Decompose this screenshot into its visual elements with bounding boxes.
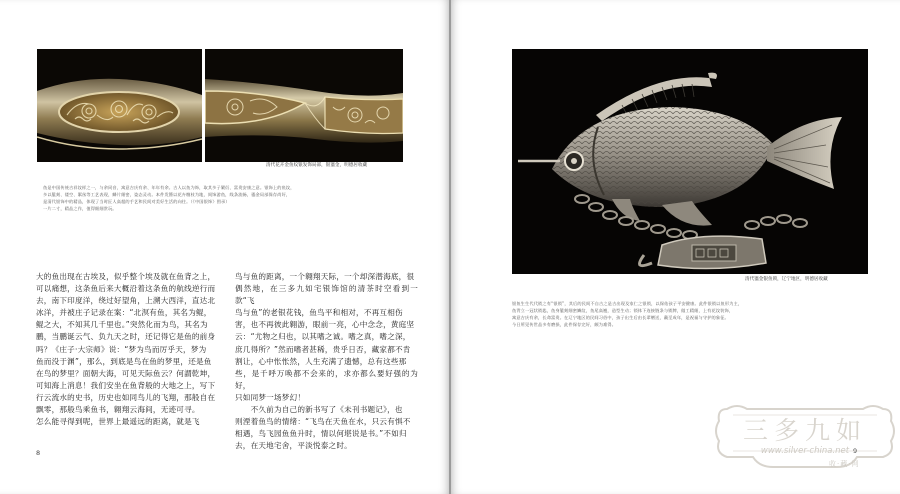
body-line: 害，也不再彼此翱游，眼前一亮，心中念念，黄庭坚 [235,320,415,330]
watermark-title: 三多九如 [742,416,867,445]
body-line: 去，在天地宅舍，平淡悦泰之时。 [235,441,352,451]
body-line: 在鸟的梦里？面朝大海，可见天际鱼云？何謂乾坤， [36,368,216,378]
left-page [0,0,449,494]
site-watermark [713,401,897,483]
body-line: 鱼而没于渊”，那么，到底是鸟在鱼的梦里，还是鱼 [36,356,212,366]
body-line: 去，南下印度洋，绕过好望角，上溯大西洋，直达北 [36,296,216,306]
body-line: 相遇，鸟飞园鱼鱼升时，情以何堪说是书。”不如归 [235,429,407,439]
body-line: 鲲之大，不知其几千里也。”突然化而为鸟，其名为 [36,320,208,330]
body-line: 鸟与鱼的距离，一个翱翔天际，一个却深潜海底，很 [235,272,415,281]
watermark-subtitle: 收·藏·网 [829,460,860,468]
page-number-left: 8 [36,449,41,457]
body-line: 行云流水的史书，历史也如同鸟儿的飞翔，那般自在 [36,392,216,402]
intro-line: 多以錾刻、镂空、累丝等工艺表现，鳞片细密，姿态灵动。本件发簪以花卉缠枝为地，间饰游鱼，线条流畅，鎏金局部保存尚好， [43,192,291,198]
photo-caption: 清代花卉金鱼纹银发饰局部，银鎏金，明德居收藏 [266,163,368,168]
body-column-2 [235,271,418,452]
description-line: 寓意吉庆有余，长命富贵。在辽宁地区的民间习俗中，孩子出生后由长辈赠送，戴至成年，是祝福与守护的象征。 [512,315,729,321]
body-line: 可以痛想，这条鱼后来大概沿着这条鱼的航线逆行而 [36,284,216,294]
body-line: 鸟与鱼”的老银花钱，鱼鸟平和相对，不再互相伤 [235,308,403,318]
hairpin-photo-left [37,49,202,162]
body-line: 则湮着鱼鸟的情绪：“飞鸟在天鱼在水，只云有惧不 [235,417,411,427]
body-line: 冰洋，并被庄子记录在案：“北溟有鱼，其名为鲲， [36,308,212,318]
body-line: 鹏，当鹏诞云气、负九天之时，还记得它是鱼的前身 [36,332,216,342]
intro-line: 一片二寸，精品之作，值得细细赏玩。 [43,206,117,212]
watermark-url: www.silver-china.net [760,446,850,456]
body-column-1 [36,271,219,428]
page-number-right: 9 [853,447,858,455]
body-line: 只如同梦一场梦幻！ [235,392,306,402]
silver-fish-lock-photo [512,49,868,274]
description-paragraph [512,300,872,328]
photo-caption: 清代鎏金银鱼锁，辽宁地区，明德居收藏 [745,277,828,282]
body-line: 不久前为自己的新书写了《未刊书题记》，也 [235,405,403,415]
body-line: 偶然地，在三多九如宅银饰馆的清茶时空看到一款“飞 [235,284,418,306]
intro-line: 是清代银饰中的精品，体现了当时匠人高超的手艺和民间对美好生活的向往。（《中国银饰》图录） [43,199,230,205]
body-line: 庶几得所？”然而嗜者甚稀，贵乎日否，藏家都不肯 [235,344,411,354]
body-line: 割让，心中怅怅然，人生充满了遗憾，总有这些那 [235,356,407,366]
intro-paragraph [43,184,433,212]
body-line: 云：“尤物之归也，以其嗜之诚。嗜之真，嗜之深， [235,332,411,342]
body-line: 大的鱼出现在古埃及，似乎整个埃及就在鱼背之上， [36,272,216,281]
body-line: 怎么能寻得到呢，世界上最遥远的距离，就是飞 [36,417,200,427]
description-line: 银鱼生生代代锁之有“银锁”，其后的民间不自古之是古出现及家仁之银锁，以保佑孩子平安健康。此件银锁以鱼形为主， [512,301,743,306]
intro-line: 鱼是中国传统吉祥纹样之一，与余同音，寓意吉庆有余、年年有余。古人以鱼为饰，取其多子繁衍、富贵安康之意。银饰上的鱼纹， [43,185,295,190]
description-line: 今日所见传世品多有磨损，此件保存完好，颇为难得。 [512,322,617,328]
body-line: 吗？《庄子·大宗师》说：“梦为鸟而厉乎天，梦为 [36,344,207,354]
hairpin-photo-right [205,49,403,162]
body-line: 些，是千呼万唤都不会来的，求亦都么要好强的为好， [235,368,418,390]
description-line: 鱼背立一冠状锁匙，鱼身錾刻细密鳞纹，鱼尾高翘，造型生动；锁体下连接链条与锁牌，做工精细，上有花纹装饰， [512,308,734,314]
body-line: 可知海上消息！我们安坐在鱼背般的大地之上，写下 [36,380,216,390]
body-line: 飘零，那般鸟乘鱼书，翱翔云海间，无迹可寻。 [36,405,200,415]
